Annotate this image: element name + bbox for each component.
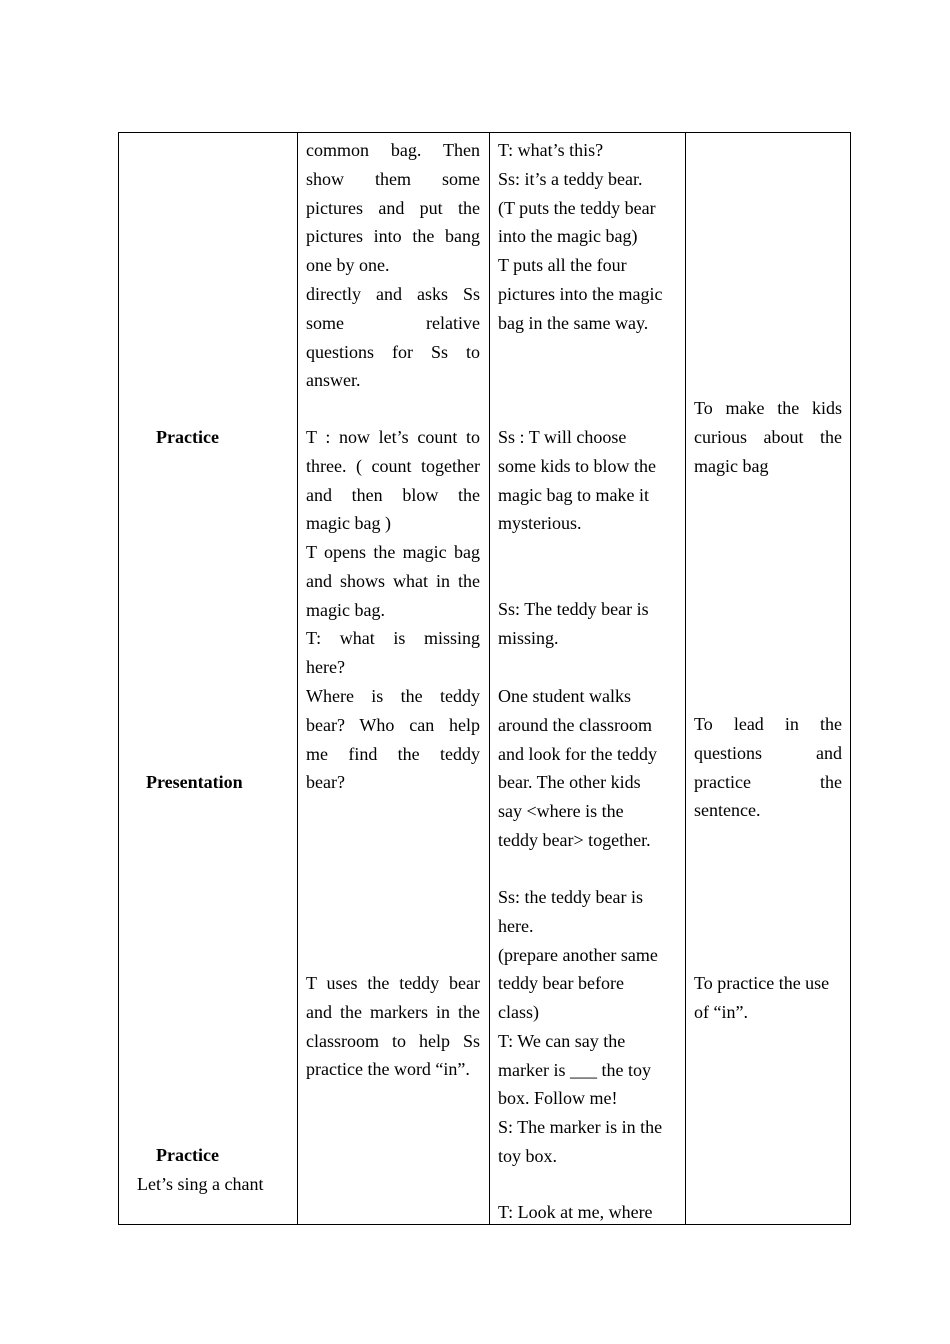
stage-practice-2-subtitle: Let’s sing a chant [137,1174,264,1194]
stage-practice-2: Practice [156,1145,219,1165]
teacher-activity-5: T: what is missing here? [306,628,480,677]
purpose-2: To lead in the questions and practice the sentence. [694,714,842,821]
student-activity-3: Ss: The teddy bear is missing. [498,599,649,648]
student-activity-5: Ss: the teddy bear is here. (prepare another same teddy bear before class) T: We can say the marker is ___ the toy box. Follow me! S: The marker is in the toy box. [498,887,663,1166]
student-activity-1: T: what’s this? Ss: it’s a teddy bear. (T puts the teddy bear into the magic bag) T puts all the four pictures into the magic bag in the same way. [498,140,663,333]
stage-practice-1: Practice [156,427,219,447]
teacher-activity-4: T opens the magic bag and shows what in the magic bag. [306,542,480,620]
lesson-plan-table [118,132,851,1225]
teacher-activity-2: directly and asks Ss some relative questions for Ss to answer. [306,284,480,391]
student-activity-6: T: Look at me, where [498,1202,653,1222]
teacher-activity-7: T uses the teddy bear and the markers in the classroom to help Ss practice the word “in”. [306,973,480,1080]
column-divider-2 [489,133,490,1224]
column-divider-1 [297,133,298,1224]
stage-presentation: Presentation [146,772,243,792]
student-activity-4: One student walks around the classroom and look for the teddy bear. The other kids say <where is the teddy bear> together. [498,686,657,850]
student-activity-2: Ss : T will choose some kids to blow the magic bag to make it mysterious. [498,427,656,534]
purpose-1: To make the kids curious about the magic bag [694,398,842,476]
teacher-activity-1: common bag. Then show them some pictures and put the pictures into the bang one by one. [306,140,480,275]
teacher-activity-3: T : now let’s count to three. ( count together and then blow the magic bag ) [306,427,480,534]
column-divider-3 [685,133,686,1224]
purpose-3: To practice the use of “in”. [694,973,830,1022]
teacher-activity-6: Where is the teddy bear? Who can help me find the teddy bear? [306,686,480,793]
